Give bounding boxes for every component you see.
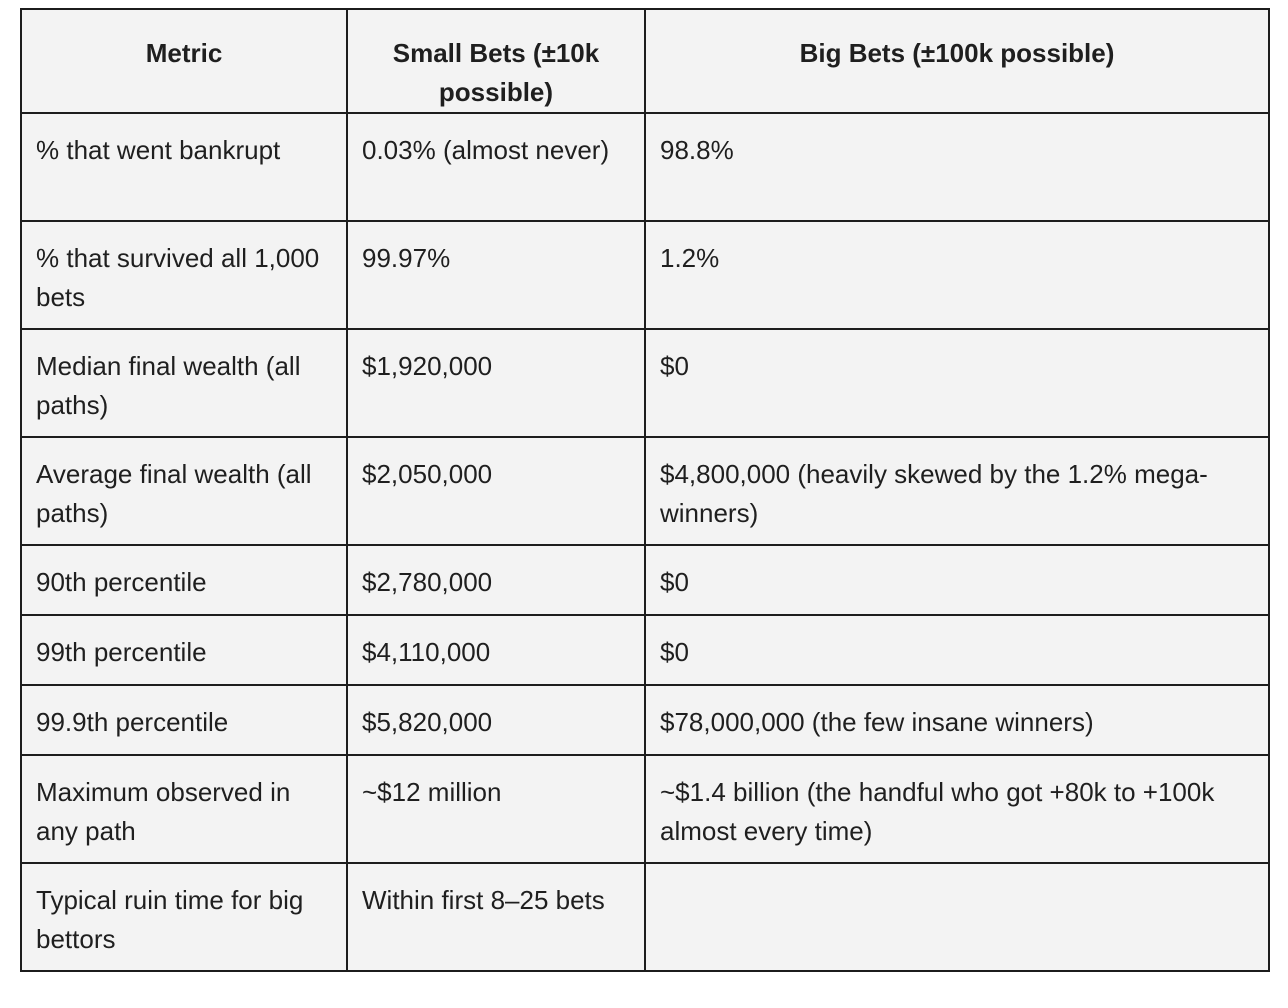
big-bets-cell: $4,800,000 (heavily skewed by the 1.2% mega-winners) <box>645 437 1269 545</box>
big-bets-cell: 98.8% <box>645 113 1269 221</box>
table-row <box>21 863 1269 971</box>
small-bets-cell: $2,780,000 <box>347 545 645 615</box>
metric-cell: 99.9th percentile <box>21 685 347 755</box>
comparison-table-container <box>20 8 1270 972</box>
metric-cell: % that went bankrupt <box>21 113 347 221</box>
small-bets-cell: Within first 8–25 bets <box>347 863 645 971</box>
metric-cell: Average final wealth (all paths) <box>21 437 347 545</box>
small-bets-cell: $4,110,000 <box>347 615 645 685</box>
metric-cell: % that survived all 1,000 bets <box>21 221 347 329</box>
small-bets-cell: 0.03% (almost never) <box>347 113 645 221</box>
metric-cell: Maximum observed in any path <box>21 755 347 863</box>
table-row <box>21 221 1269 329</box>
table-row <box>21 113 1269 221</box>
big-bets-cell <box>645 863 1269 971</box>
big-bets-cell: ~$1.4 billion (the handful who got +80k to +100k almost every time) <box>645 755 1269 863</box>
metric-cell: Median final wealth (all paths) <box>21 329 347 437</box>
table-row <box>21 755 1269 863</box>
metric-cell: Typical ruin time for big bettors <box>21 863 347 971</box>
big-bets-cell: 1.2% <box>645 221 1269 329</box>
metric-cell: 99th percentile <box>21 615 347 685</box>
header-row <box>21 9 1269 113</box>
comparison-table <box>20 8 1270 972</box>
small-bets-cell: 99.97% <box>347 221 645 329</box>
small-bets-cell: $5,820,000 <box>347 685 645 755</box>
table-row <box>21 615 1269 685</box>
table-row <box>21 329 1269 437</box>
big-bets-cell: $0 <box>645 615 1269 685</box>
header-metric: Metric <box>21 9 347 113</box>
small-bets-cell: $1,920,000 <box>347 329 645 437</box>
small-bets-cell: ~$12 million <box>347 755 645 863</box>
big-bets-cell: $78,000,000 (the few insane winners) <box>645 685 1269 755</box>
header-small-bets: Small Bets (±10k possible) <box>347 9 645 113</box>
table-row <box>21 545 1269 615</box>
table-row <box>21 685 1269 755</box>
header-big-bets: Big Bets (±100k possible) <box>645 9 1269 113</box>
metric-cell: 90th percentile <box>21 545 347 615</box>
table-row <box>21 437 1269 545</box>
big-bets-cell: $0 <box>645 545 1269 615</box>
small-bets-cell: $2,050,000 <box>347 437 645 545</box>
big-bets-cell: $0 <box>645 329 1269 437</box>
